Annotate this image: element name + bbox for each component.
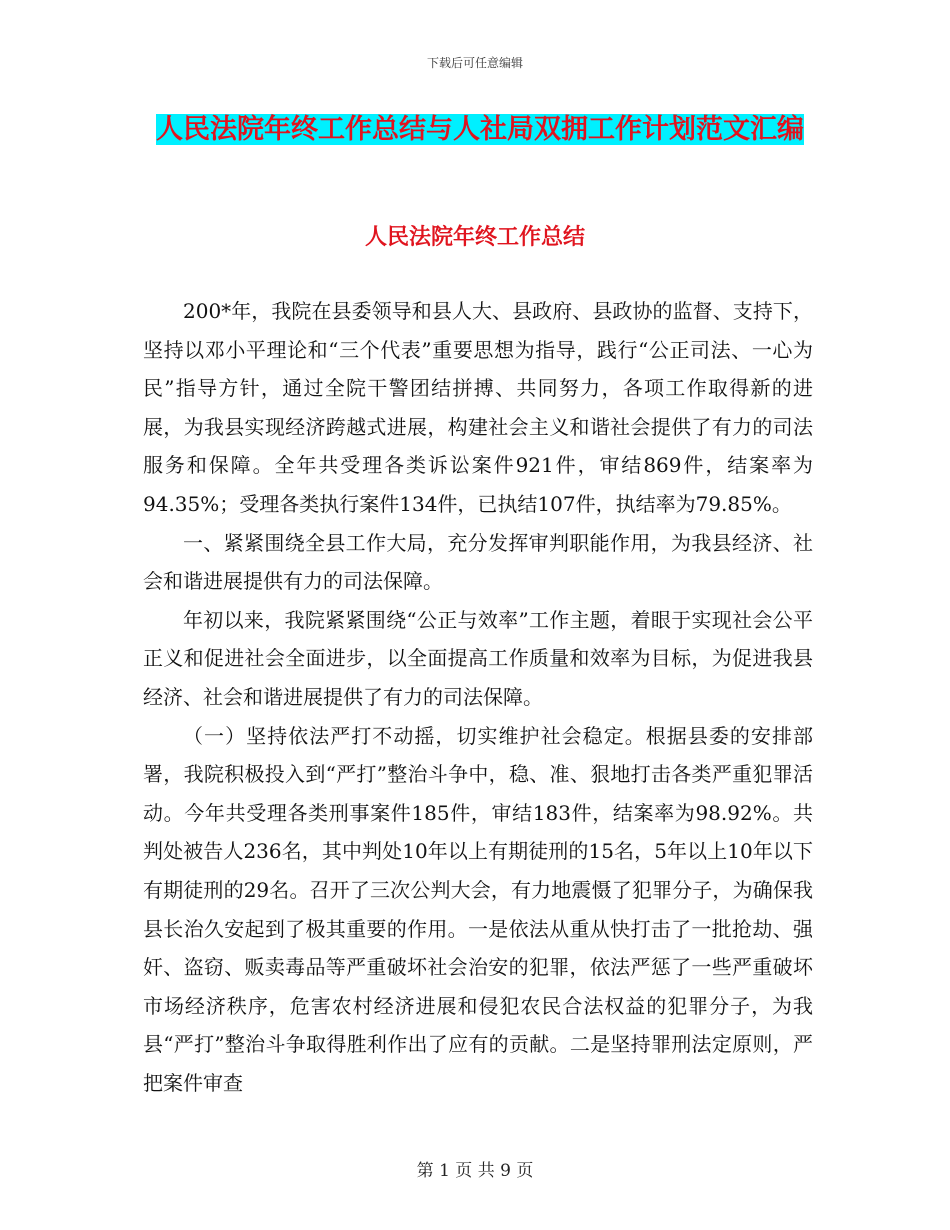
document-title-text: 人民法院年终工作总结与人社局双拥工作计划范文汇编	[156, 114, 804, 145]
body-text	[143, 292, 813, 1102]
paragraph: （一）坚持依法严打不动摇，切实维护社会稳定。根据县委的安排部署，我院积极投入到“严打”整治斗争中，稳、准、狠地打击各类严重犯罪活动。今年共受理各类刑事案件185件，审结183件，结案率为98.92%。共判处被告人236名，其中判处10年以上有期徒刑的15名，5年以上10年以下有期徒刑的29名。召开了三次公判大会，有力地震慑了犯罪分子，为确保我县长治久安起到了极其重要的作用。一是依法从重从快打击了一批抢劫、强奸、盗窃、贩卖毒品等严重破坏社会治安的犯罪，依法严惩了一些严重破坏市场经济秩序，危害农村经济进展和侵犯农民合法权益的犯罪分子，为我县“严打”整治斗争取得胜利作出了应有的贡献。二是坚持罪刑法定原则，严把案件审查	[143, 723, 813, 1095]
page-number: 第 1 页 共 9 页	[416, 1161, 534, 1181]
document-title	[150, 108, 810, 152]
paragraph: 200*年，我院在县委领导和县人大、县政府、县政协的监督、支持下，坚持以邓小平理论和“三个代表”重要思想为指导，践行“公正司法、一心为民”指导方针，通过全院干警团结拼搏、共同努力，各项工作取得新的进展，为我县实现经济跨越式进展，构建社会主义和谐社会提供了有力的司法服务和保障。全年共受理各类诉讼案件921件，审结869件，结案率为94.35%；受理各类执行案件134件，已执结107件，执结率为79.85%。	[143, 299, 813, 516]
paragraph: 年初以来，我院紧紧围绕“公正与效率”工作主题，着眼于实现社会公平正义和促进社会全面进步，以全面提高工作质量和效率为目标，为促进我县经济、社会和谐进展提供了有力的司法保障。	[143, 607, 813, 709]
header-note: 下载后可任意编辑	[426, 56, 523, 70]
section-title: 人民法院年终工作总结	[364, 225, 585, 250]
paragraph: 一、紧紧围绕全县工作大局，充分发挥审判职能作用，为我县经济、社会和谐进展提供有力的司法保障。	[143, 530, 813, 594]
